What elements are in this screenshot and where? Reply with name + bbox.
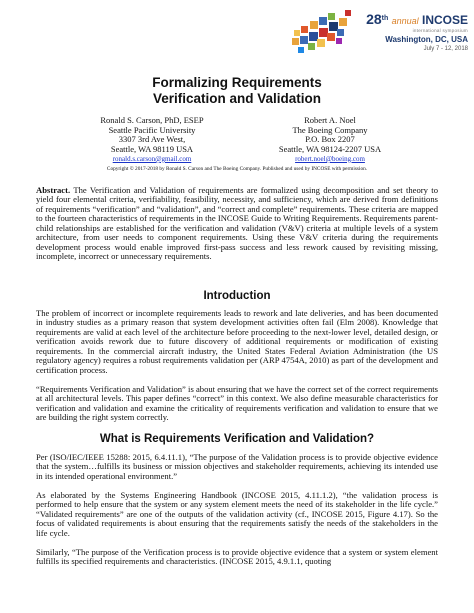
section-heading-what-is: What is Requirements Verification and Validation?: [99, 433, 375, 445]
introduction-paragraph-1: The problem of incorrect or incomplete requirements leads to rework and late deliveries, and has been documented in industry studies as a primary reason that system development activities often fail (Elm 2008). Knowledge that requirements are valid at each level of the architecture before proceeding to the next-lower level, detailed design, or verification avoids rework due to future discovery of additional requirements or modification of existing requirements. In the commercial aircraft industry, the United States Federal Aviation Administration (the US regulatory agency) requires a robust requirements validation per (ARP 4754A, 2010) as part of the development and certification process.: [36, 308, 438, 375]
author-affiliation: The Boeing Company: [292, 124, 368, 135]
paper-title-line1: Formalizing Requirements: [152, 75, 322, 90]
abstract-label: Abstract.: [36, 185, 71, 195]
author-block-noel: [260, 116, 400, 165]
section-heading-introduction: Introduction: [203, 290, 271, 302]
conference-logo: [290, 8, 470, 58]
introduction-paragraph-2: “Requirements Verification and Validation” is about ensuring that we have the correct set of the correct requirements at all architectural levels. This paper defines “correct” in this context. We also define measurable characteristics for verification and validation and examine the criticality of requirements verification and validation to ensure that we are building the right system correctly.: [36, 384, 438, 423]
author-name: Robert A. Noel: [304, 115, 356, 125]
copyright-notice: Copyright © 2017-2018 by Ronald S. Carson and The Boeing Company. Published and used by INCOSE with permission.: [106, 166, 368, 172]
abstract-paragraph: [36, 186, 438, 262]
author-name: Ronald S. Carson, PhD, ESEP: [100, 115, 204, 125]
what-is-paragraph-2: As elaborated by the Systems Engineering Handbook (INCOSE 2015, 4.11.1.2), “the validation process is performed to help ensure that the system or any system element meets the need of its stakeholder in the life cycle.” “Validated requirements” are one of the outputs of the validation activity (cf., INCOSE 2015, Figure 4.17). So the focus of validated requirements is about ensuring that the requirements satisfy the needs of the stakeholders in the life cycle.: [36, 490, 438, 538]
logo-dates: July 7 - 12, 2018: [423, 46, 468, 52]
paper-title-line2: Verification and Validation: [152, 91, 322, 106]
author-affiliation: Seattle Pacific University: [108, 124, 196, 135]
author-address: P.O. Box 2207: [305, 134, 355, 145]
author-email-link[interactable]: robert.noel@boeing.com: [295, 154, 365, 163]
what-is-paragraph-1: Per (ISO/IEC/IEEE 15288: 2015, 6.4.11.1), “The purpose of the Validation process is to provide objective evidence that the system…fulfills its business or mission objectives and stakeholder requirements, achieving its intended use in its intended operational environment.”: [36, 452, 438, 481]
logo-location: Washington, DC, USA: [385, 35, 468, 44]
author-city: Seattle, WA 98119 USA: [110, 144, 194, 155]
what-is-paragraph-3: Similarly, “The purpose of the Verification process is to provide objective evidence that a system or system element fulfills its specified requirements and characteristics. (INCOSE 2015, 4.9.1.1, quoting: [36, 547, 438, 567]
incose-mosaic-icon: [290, 8, 352, 58]
author-block-carson: [82, 116, 222, 165]
logo-edition: 28th annual INCOSE: [366, 11, 468, 27]
abstract-text: The Verification and Validation of requirements are formalized using decomposition and set theory to yield four elemental criteria, verifiability, feasibility, necessity, and sufficiency, which are derived from definitions of requirements “verification” and “validation”, and “correct and complete” requirements. These criteria are mapped to the fourteen characteristics of requirements in the INCOSE Guide to Writing Requirements. Requirements parent-child relationships are established for the verification and validation (V&V) criteria at multiple levels of a system architecture, from user needs to component requirements. Using these V&V criteria during the requirements development process would enable improved first-pass success and less rework caused by revisiting missing, incomplete, incorrect or unnecessary requirements.: [36, 185, 438, 262]
logo-subtitle: international symposium: [412, 28, 468, 33]
author-address: 3307 3rd Ave West,: [118, 134, 186, 145]
logo-text: [352, 12, 468, 53]
author-email-link[interactable]: ronald.s.carson@gmail.com: [112, 154, 192, 163]
author-city: Seattle, WA 98124-2207 USA: [278, 144, 382, 155]
